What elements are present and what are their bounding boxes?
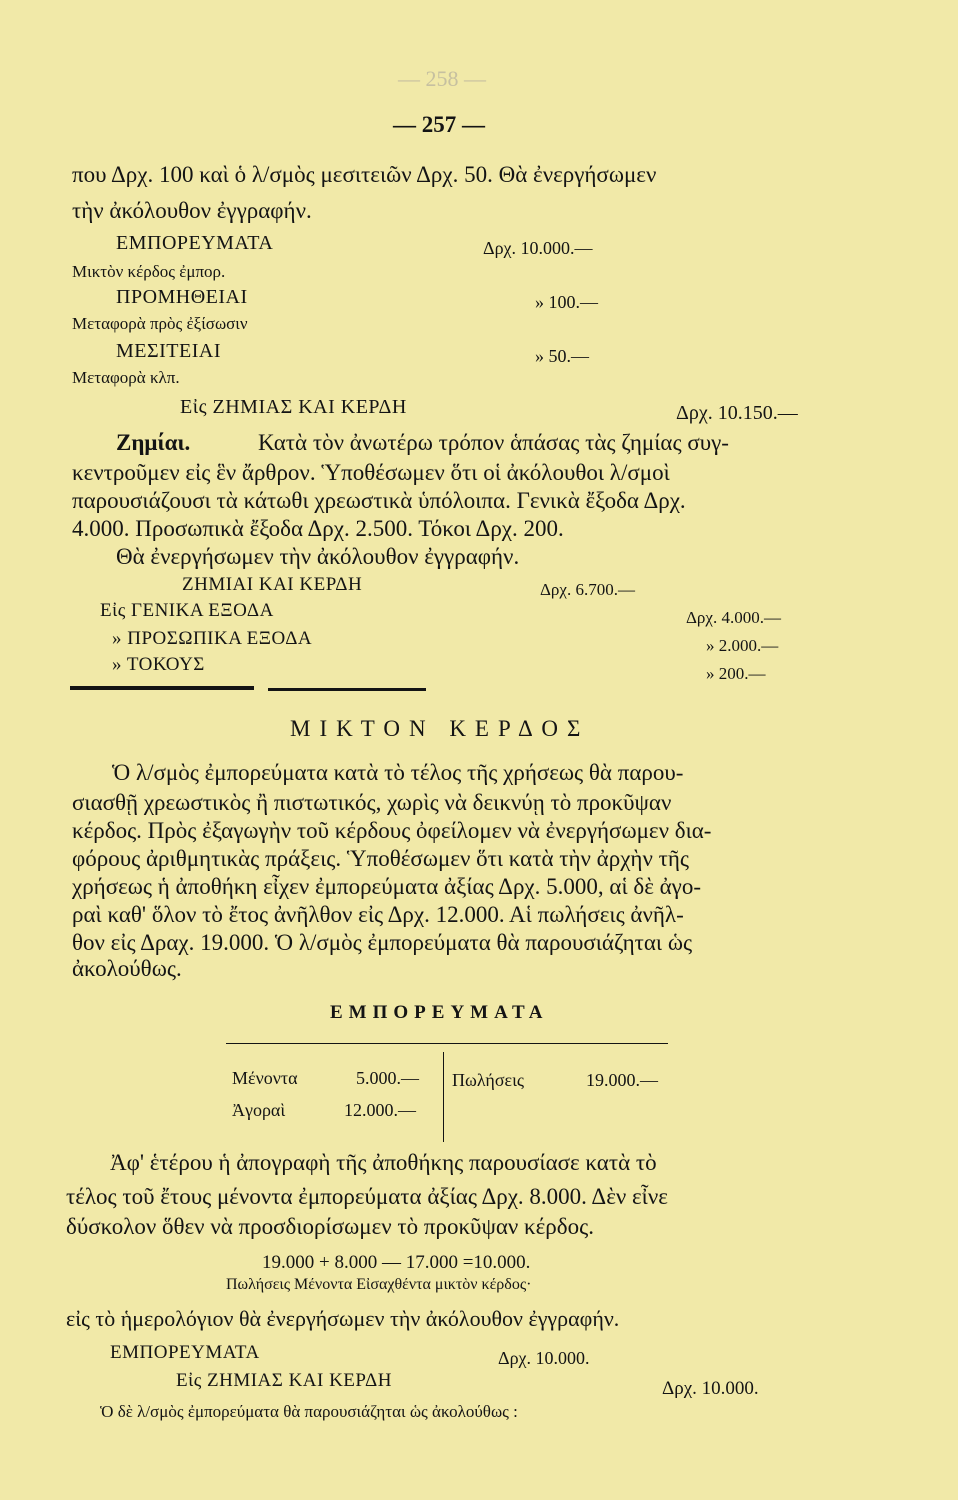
journal-note: Μικτὸν κέρδος ἐμπορ. [72, 262, 226, 281]
text-line: τέλος τοῦ ἔτους μένοντα ἐμπορεύματα ἀξίας Δρχ. 8.000. Δὲν εἶνε [66, 1184, 668, 1209]
journal-account: ΠΡΟΜΗΘΕΙΑΙ [116, 286, 248, 308]
equation-labels: Πωλήσεις Μένοντα Εἰσαχθέντα μικτὸν κέρδος· [226, 1276, 532, 1293]
journal-credit-account: » ΠΡΟΣΩΠΙΚΑ ΕΞΟΔΑ [112, 628, 313, 649]
separator-rule [268, 688, 426, 691]
text-line: χρήσεως ἡ ἀποθήκη εἶχεν ἐμπορεύματα ἀξίας Δρχ. 5.000, αἱ δὲ ἀγο- [72, 874, 701, 899]
text-line: Ἀφ' ἑτέρου ἡ ἀπογραφὴ τῆς ἀποθήκης παρουσίασε κατὰ τὸ [110, 1150, 657, 1175]
t-account-debit-label: Ἀγοραὶ [232, 1100, 286, 1120]
section-title: ΜΙΚΤΟΝ ΚΕΡΔΟΣ [290, 716, 590, 741]
journal-amount: Δρχ. 10.000. [498, 1348, 590, 1368]
journal-credit-account: Εἰς ΖΗΜΙΑΣ ΚΑΙ ΚΕΡΔΗ [180, 396, 407, 418]
journal-credit-account: Εἰς ΓΕΝΙΚΑ ΕΞΟΔΑ [100, 600, 274, 621]
journal-account: ΖΗΜΙΑΙ ΚΑΙ ΚΕΡΔΗ [182, 574, 363, 595]
journal-amount: » 100.— [535, 292, 598, 312]
text-line: 4.000. Προσωπικὰ ἔξοδα Δρχ. 2.500. Τόκοι Δρχ. 200. [72, 516, 564, 541]
journal-note: Μεταφορὰ κλπ. [72, 368, 180, 387]
text-line: κεντροῦμεν εἰς ἓν ἄρθρον. Ὑποθέσωμεν ὅτι οἱ ἀκόλουθοι λ/σμοὶ [72, 460, 670, 485]
text-line: παρουσιάζουσι τὰ κάτωθι χρεωστικὰ ὑπόλοιπα. Γενικὰ ἔξοδα Δρχ. [72, 488, 686, 513]
t-account-debit-label: Μένοντα [232, 1068, 298, 1088]
separator-rule [70, 686, 254, 690]
journal-credit-amount: » 200.— [706, 664, 766, 683]
text-line: κέρδος. Πρὸς ἐξαγωγὴν τοῦ κέρδους ὀφείλομεν νὰ ἐνεργήσωμεν δια- [72, 818, 712, 843]
t-account-debit-amount: 12.000.— [344, 1100, 416, 1120]
journal-credit-amount: Δρχ. 10.000. [662, 1378, 759, 1399]
t-account-credit-label: Πωλήσεις [452, 1070, 525, 1090]
journal-account: ΕΜΠΟΡΕΥΜΑΤΑ [116, 232, 274, 254]
ghost-page-number: — 258 — [398, 66, 486, 91]
journal-amount: Δρχ. 10.000.— [483, 238, 593, 258]
t-account-divider [443, 1052, 444, 1142]
t-account-debit-amount: 5.000.— [356, 1068, 419, 1088]
text-line: εἰς τὸ ἡμερολόγιον θὰ ἐνεργήσωμεν τὴν ἀκόλουθον ἐγγραφήν. [66, 1306, 620, 1331]
journal-credit-amount: Δρχ. 10.150.— [676, 402, 798, 424]
journal-account: ΜΕΣΙΤΕΙΑΙ [116, 340, 221, 362]
t-account-credit-amount: 19.000.— [586, 1070, 658, 1090]
text-line: ἀκολούθως. [72, 956, 182, 981]
text-line: Ὁ λ/σμὸς ἐμπορεύματα κατὰ τὸ τέλος τῆς χρήσεως θὰ παρου- [112, 760, 684, 785]
journal-amount: » 50.— [535, 346, 589, 366]
page-number: — 257 — [393, 112, 485, 137]
t-account-top-rule [226, 1043, 668, 1044]
text-line: τὴν ἀκόλουθον ἐγγραφήν. [72, 198, 312, 223]
journal-amount: Δρχ. 6.700.— [540, 580, 635, 599]
journal-credit-amount: » 2.000.— [706, 636, 779, 655]
text-line: φόρους ἀριθμητικὰς πράξεις. Ὑποθέσωμεν ὅτι κατὰ τὴν ἀρχὴν τῆς [72, 846, 689, 871]
journal-note: Μεταφορὰ πρὸς ἐξίσωσιν [72, 314, 248, 333]
t-account-title: ΕΜΠΟΡΕΥΜΑΤΑ [330, 1002, 549, 1023]
equation: 19.000 + 8.000 — 17.000 =10.000. [262, 1252, 531, 1273]
text-line: ραὶ καθ' ὅλον τὸ ἔτος ἀνῆλθον εἰς Δρχ. 12.000. Αἱ πωλήσεις ἀνῆλ- [72, 902, 684, 927]
text-line: Θὰ ἐνεργήσωμεν τὴν ἀκόλουθον ἐγγραφήν. [116, 544, 520, 569]
text-line: που Δρχ. 100 καὶ ὁ λ/σμὸς μεσιτειῶν Δρχ. 50. Θὰ ἐνεργήσωμεν [72, 162, 657, 187]
journal-account: ΕΜΠΟΡΕΥΜΑΤΑ [110, 1342, 260, 1363]
text-line: δύσκολον ὅθεν νὰ προσδιορίσωμεν τὸ προκῦψαν κέρδος. [66, 1214, 594, 1239]
journal-credit-account: Εἰς ΖΗΜΙΑΣ ΚΑΙ ΚΕΡΔΗ [176, 1370, 392, 1391]
text-line: Ὁ δὲ λ/σμὸς ἐμπορεύματα θὰ παρουσιάζηται ὡς ἀκολούθως : [100, 1402, 518, 1421]
text-line: θον εἰς Δραχ. 19.000. Ὁ λ/σμὸς ἐμπορεύματα θὰ παρουσιάζηται ὡς [72, 930, 693, 955]
journal-credit-amount: Δρχ. 4.000.— [686, 608, 781, 627]
journal-credit-account: » ΤΟΚΟΥΣ [112, 654, 205, 675]
paragraph-heading: Ζημίαι. [116, 430, 191, 455]
text-line: σιασθῇ χρεωστικὸς ἢ πιστωτικός, χωρὶς νὰ δεικνύῃ τὸ προκῦψαν [72, 790, 672, 815]
text-line: Κατὰ τὸν ἀνωτέρω τρόπον ἁπάσας τὰς ζημίας συγ- [258, 430, 729, 455]
